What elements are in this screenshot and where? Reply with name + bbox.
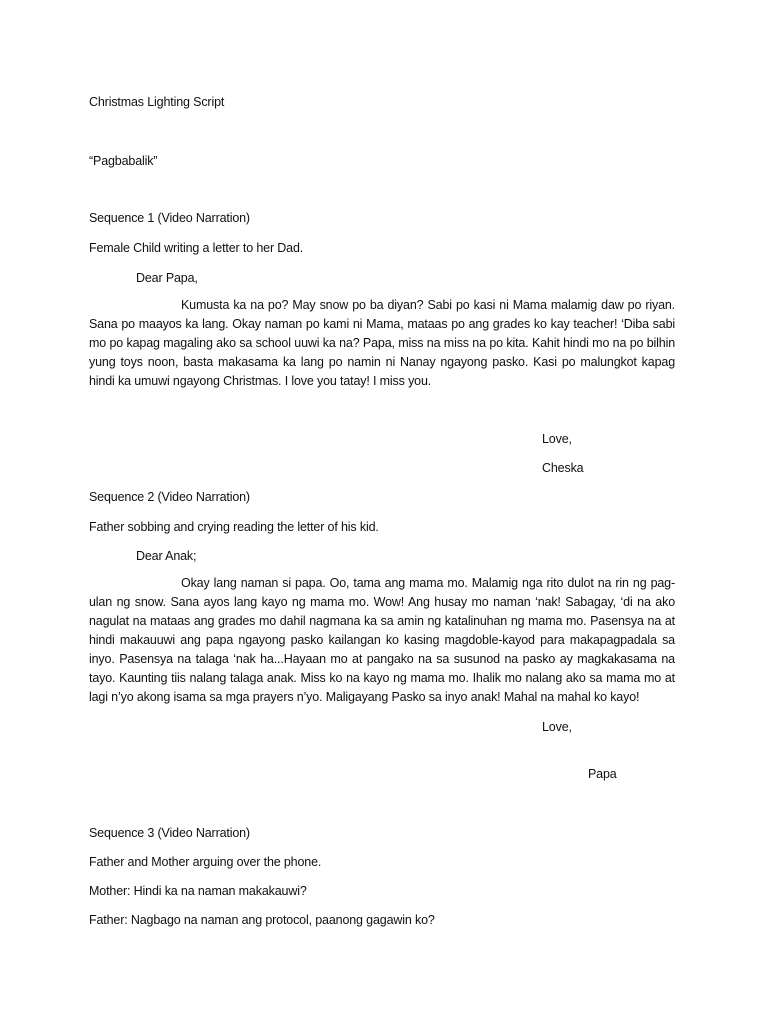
document-subtitle: “Pagbabalik” — [89, 154, 158, 168]
sequence-3-heading: Sequence 3 (Video Narration) — [89, 826, 250, 840]
sequence-2-signature: Papa — [588, 767, 617, 781]
sequence-1-letter-body: Kumusta ka na po? May snow po ba diyan? Sabi po kasi ni Mama malamig daw po riyan. Sana po maayos ka lang. Okay naman po kami ni Mama, mataas po ang grades ko kay teacher! ‘Diba sabi mo po kapag magaling ako sa school uuwi ka na? Papa, miss na miss na po kita. Kahit hindi mo na po bilhin yung toys noon, basta makasama ka lang po namin ni Nanay ngayong pasko. Kasi po malungkot kapag hindi ka umuwi ngayong Christmas. I love you tatay! I miss you. — [89, 298, 675, 388]
sequence-2-description: Father sobbing and crying reading the letter of his kid. — [89, 520, 379, 534]
sequence-2-salutation: Dear Anak; — [136, 549, 197, 563]
sequence-1-signature: Cheska — [542, 461, 584, 475]
document-title: Christmas Lighting Script — [89, 95, 225, 109]
sequence-1-closing: Love, — [542, 432, 572, 446]
sequence-3-dialogue-mother: Mother: Hindi ka na naman makakauwi? — [89, 884, 307, 898]
sequence-2-letter-body: Okay lang naman si papa. Oo, tama ang mama mo. Malamig nga rito dulot na rin ng pag-ulan ng snow. Sana ayos lang kayo ng mama mo. Wow! Ang husay mo naman ‘nak! Sabagay, ‘di na ako nagulat na mataas ang grades mo dahil nagmana ka sa amin ng katalinuhan ng mama mo. Pasensya na at hindi makauuwi ang papa ngayong pasko kailangan ko kasing magdoble-kayod para makapagpadala sa inyo. Pasensya na talaga ‘nak ha...Hayaan mo at pangako na sa susunod na pasko ay magkakasama na tayo. Kaunting tiis nalang talaga anak. Miss ko na kayo ng mama mo. Ihalik mo nalang ako sa mama mo at lagi n’yo akong isama sa mga prayers n’yo. Maligayang Pasko sa inyo anak! Mahal na mahal ko kayo! — [89, 576, 675, 704]
sequence-2-heading: Sequence 2 (Video Narration) — [89, 490, 250, 504]
sequence-1-salutation: Dear Papa, — [136, 271, 198, 285]
sequence-2-closing: Love, — [542, 720, 572, 734]
sequence-3-dialogue-father: Father: Nagbago na naman ang protocol, paanong gagawin ko? — [89, 913, 435, 927]
sequence-1-heading: Sequence 1 (Video Narration) — [89, 211, 250, 225]
sequence-1-description: Female Child writing a letter to her Dad. — [89, 241, 304, 255]
sequence-3-description: Father and Mother arguing over the phone. — [89, 855, 322, 869]
